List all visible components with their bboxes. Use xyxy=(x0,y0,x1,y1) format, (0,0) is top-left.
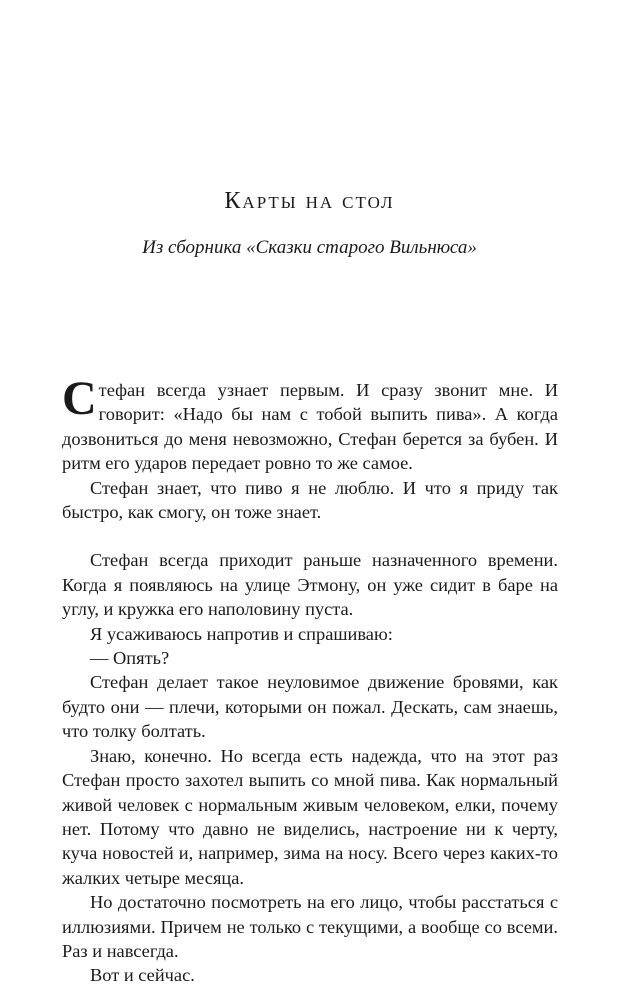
paragraph: Стефан всегда узнает первым. И сразу звонит мне. И говорит: «Надо бы нам с тобой выпить пива». А когда дозвониться до меня невозможно, Стефан берется за бубен. И ритм его ударов передает ровно то же самое. xyxy=(62,372,558,474)
paragraph: Я усаживаюсь напротив и спрашиваю: xyxy=(90,623,393,644)
paragraph: Стефан всегда приходит раньше назначенного времени. Когда я появляюсь на улице Этмону, он уже сидит в баре на углу, и кружка его наполовину пуста. xyxy=(62,550,558,620)
paragraph: Но достаточно посмотреть на его лицо, чтобы расстаться с иллюзиями. Причем не только с текущими, а вообще со всеми. Раз и навсегда. xyxy=(62,892,558,961)
chapter-subtitle: Из сборника «Сказки старого Вильнюса» xyxy=(142,237,477,258)
drop-cap: С xyxy=(62,372,97,425)
body-text xyxy=(62,372,558,988)
chapter-title: Карты на стол xyxy=(224,188,395,214)
paragraph: — Опять? xyxy=(90,648,170,669)
paragraph: Знаю, конечно. Но всегда есть надежда, что на этот раз Стефан просто захотел выпить со мной пива. Как нормальный живой человек с нормальным живым человеком, елки, почему нет. Потому что давно не виделись, настроение ни к черту, куча новостей и, например, зима на носу. Всего через каких-то жалких четыре месяца. xyxy=(62,745,558,888)
paragraph: Стефан делает такое неуловимое движение бровями, как будто они — плечи, которыми он пожал. Дескать, сам знаешь, что толку болтать. xyxy=(62,672,558,742)
paragraph: Вот и сейчас. xyxy=(90,965,195,986)
paragraph: Стефан знает, что пиво я не люблю. И что я приду так быстро, как смогу, он тоже знает. xyxy=(62,477,558,523)
